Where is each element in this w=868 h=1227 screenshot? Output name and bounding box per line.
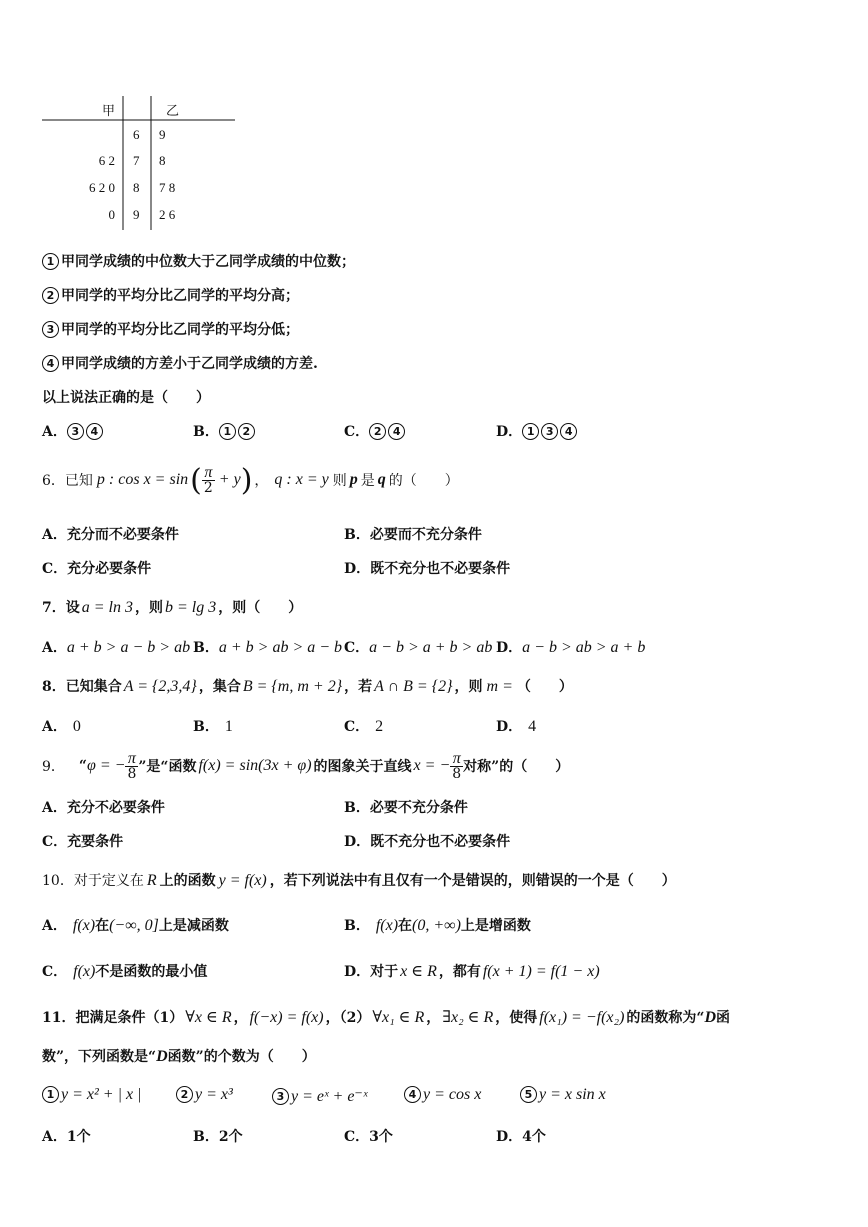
leaf-right: 9 [159, 127, 166, 142]
text-segment: A = {2,3,4} [123, 678, 197, 695]
text-segment: 2 [238, 423, 255, 440]
text-segment: 不是函数的最小值 [95, 964, 208, 980]
q11-option-c[interactable] [344, 1126, 393, 1146]
q11-function-3 [272, 1086, 367, 1106]
text-segment: y = f(x) [218, 872, 267, 889]
text-segment: y = x² + | x | [61, 1086, 142, 1103]
text-segment: 3 [67, 423, 84, 440]
text-segment: D． [496, 424, 523, 440]
text-segment: A． [42, 424, 67, 440]
q11-option-b[interactable] [193, 1126, 243, 1146]
text-segment: 上是增函数 [460, 918, 531, 934]
text-segment: ，（2） [325, 1010, 371, 1026]
q8-option-c[interactable] [344, 716, 383, 736]
q11-function-4 [404, 1086, 481, 1104]
leaf-left: 6 2 0 [89, 180, 115, 195]
text-segment: q : x = y [274, 471, 329, 488]
text-segment: 在 [95, 918, 110, 934]
q11-function-1 [42, 1086, 142, 1104]
q11-option-d[interactable] [496, 1126, 546, 1146]
q10-option-d[interactable] [344, 961, 600, 981]
leaf-left: 6 2 [98, 153, 115, 168]
text-segment: f(x) [72, 917, 96, 934]
text-segment: f(x) [375, 917, 399, 934]
text-segment: 3 [272, 1088, 289, 1105]
text-segment: ，若下列说法中有且仅有一个是错误的，则错误的一个是（ ） [269, 873, 676, 889]
text-segment: ， [426, 1010, 441, 1026]
text-segment: 2 [369, 423, 386, 440]
text-segment: 甲同学的平均分比乙同学的平均分低； [61, 322, 299, 338]
q7-stem [42, 597, 302, 617]
text-segment: 2 [176, 1086, 193, 1103]
text-segment: ，集合 [198, 679, 241, 695]
fraction [202, 465, 215, 496]
text-segment: A． [42, 527, 67, 543]
leaf-right: 8 [159, 153, 166, 168]
text-segment: q [377, 471, 386, 488]
q7-option-a[interactable] [42, 637, 190, 657]
text-segment: 0 [72, 718, 81, 735]
text-segment: C． [42, 834, 68, 850]
text-segment: b = lg 3 [165, 599, 217, 616]
stem: 8 [133, 180, 140, 195]
text-segment: y = x sin x [539, 1086, 606, 1103]
text-segment: “ [78, 758, 87, 774]
text-segment: 4 [404, 1086, 421, 1103]
text-segment: D． [344, 964, 371, 980]
text-segment: 2个 [218, 1129, 243, 1145]
text-segment: 函数”的个数为（ ） [167, 1049, 316, 1065]
text-segment: A． [42, 640, 67, 656]
text-segment: 既不充分也不必要条件 [370, 834, 511, 850]
text-segment: ，都有 [438, 964, 481, 980]
text-segment: D [156, 1048, 168, 1065]
text-segment: 1 [42, 1086, 59, 1103]
text-segment: 上的函数 [159, 873, 216, 889]
text-segment: 4 [528, 718, 537, 735]
text-segment: 是 [360, 473, 375, 489]
text-segment: D [704, 1009, 717, 1026]
paren-open: ( [190, 462, 202, 498]
text-segment: D． [496, 719, 523, 735]
text-segment: 对于 [370, 964, 399, 980]
text-segment: C． [344, 1129, 370, 1145]
text-segment: B． [193, 640, 219, 656]
text-segment: 8 [452, 765, 462, 782]
text-segment: 2 [375, 718, 384, 735]
text-segment: 的（ ） [388, 473, 459, 489]
q9-option-d[interactable] [344, 831, 510, 851]
text-segment: 对称”的（ ） [463, 759, 570, 775]
text-segment: 1 [219, 423, 236, 440]
statement-1 [42, 251, 355, 271]
text-segment: 5 [520, 1086, 537, 1103]
text-segment: 上是减函数 [158, 918, 229, 934]
text-segment: 9． [42, 759, 65, 775]
text-segment: D． [344, 561, 371, 577]
q10-stem [42, 870, 676, 890]
text-segment: a − b > ab > a + b [522, 639, 646, 656]
text-segment: 必要不充分条件 [369, 800, 468, 816]
paren-close: ) [240, 462, 253, 498]
q10-option-c[interactable] [42, 961, 207, 981]
fraction [125, 751, 138, 782]
text-segment: + y [218, 471, 241, 488]
q8-option-a[interactable] [42, 716, 81, 736]
q8-stem [42, 676, 573, 696]
text-segment: x = − [413, 757, 451, 774]
q6-option-d[interactable] [344, 558, 510, 578]
q9-option-c[interactable] [42, 831, 123, 851]
text-segment: 充要条件 [67, 834, 124, 850]
q8-option-d[interactable] [496, 716, 536, 736]
text-segment: C． [42, 561, 68, 577]
text-segment: f(−x) = f(x) [249, 1009, 324, 1026]
text-segment: ，则 [135, 600, 163, 616]
text-segment: 在 [398, 918, 413, 934]
text-segment: A． [42, 918, 67, 934]
text-segment: 甲同学成绩的中位数大于乙同学成绩的中位数； [61, 254, 355, 270]
text-segment: f(x) = sin(3x + φ) [198, 757, 312, 774]
circled-number: 1 [42, 253, 59, 270]
text-segment: 充分而不必要条件 [66, 527, 179, 543]
text-segment: 4 [86, 423, 103, 440]
text-segment: x ∈ R [400, 963, 437, 980]
stem: 6 [133, 127, 140, 142]
text-segment: A． [42, 719, 67, 735]
text-segment: 1个 [66, 1129, 91, 1145]
text-segment: ”是“函数 [138, 759, 197, 775]
text-segment: 4 [388, 423, 405, 440]
text-segment: 2 [203, 479, 213, 496]
text-segment: B． [193, 719, 219, 735]
stem-leaf-right-label: 乙 [166, 103, 180, 118]
text-segment: 的图象关于直线 [313, 759, 412, 775]
q11-function-5 [520, 1086, 606, 1104]
text-segment: (0, +∞) [412, 917, 461, 934]
text-segment: A ∩ B = {2} [374, 678, 453, 695]
text-segment: 7．设 [42, 600, 80, 616]
stem: 9 [133, 207, 140, 222]
text-segment: ∃x₂ ∈ R [442, 1009, 494, 1026]
text-segment: 必要而不充分条件 [369, 527, 482, 543]
text-segment: C． [344, 719, 370, 735]
text-segment: 8 [127, 765, 137, 782]
text-segment: 则 [332, 473, 347, 489]
stem: 7 [133, 153, 140, 168]
text-segment: m = [486, 678, 513, 695]
text-segment: 的函数称为“ [626, 1010, 705, 1026]
q10-option-b[interactable] [344, 915, 531, 935]
text-segment: B． [344, 527, 370, 543]
statement-4 [42, 353, 318, 373]
text-segment: B． [344, 918, 370, 934]
q11-function-2 [176, 1086, 233, 1104]
text-segment: 甲同学成绩的方差小于乙同学成绩的方差. [61, 356, 318, 372]
q7-option-c[interactable] [344, 637, 492, 657]
text-segment: 充分必要条件 [67, 561, 152, 577]
q10-option-a[interactable] [42, 915, 229, 935]
text-segment: y = cos x [423, 1086, 482, 1103]
text-segment: 10．对于定义在 [42, 873, 144, 889]
text-segment: 既不充分也不必要条件 [370, 561, 511, 577]
text-segment: 数”，下列函数是“ [42, 1049, 157, 1065]
text-segment: B． [193, 1129, 219, 1145]
text-segment: a = ln 3 [81, 599, 133, 616]
text-segment: C． [344, 640, 370, 656]
text-segment: ，若 [344, 679, 373, 695]
text-segment: 甲同学的平均分比乙同学的平均分高； [61, 288, 299, 304]
q6-option-c[interactable] [42, 558, 151, 578]
text-segment: D． [496, 1129, 523, 1145]
stem-leaf-left-label: 甲 [102, 103, 116, 118]
q5-option-a[interactable] [42, 421, 105, 441]
text-segment: π [125, 751, 138, 767]
text-segment: f(x) [73, 963, 96, 980]
q5-option-c[interactable] [344, 421, 407, 441]
q6-option-b[interactable] [344, 524, 482, 544]
text-segment: A． [42, 1129, 67, 1145]
text-segment: 4个 [522, 1129, 546, 1145]
statement-3 [42, 319, 299, 339]
text-segment: 11．把满足条件（1） [42, 1010, 184, 1026]
text-segment: ， [233, 1010, 248, 1026]
text-segment: 4 [560, 423, 577, 440]
q11-stem-line2 [42, 1046, 316, 1066]
leaf-right: 2 6 [159, 207, 176, 222]
text-segment: D． [344, 834, 371, 850]
text-segment: C． [344, 424, 370, 440]
text-segment: f(x₁) = −f(x₂) [539, 1009, 625, 1026]
q9-option-b[interactable] [344, 797, 468, 817]
text-segment: (−∞, 0] [109, 917, 159, 934]
fraction [450, 751, 463, 782]
q7-option-d[interactable] [496, 637, 645, 657]
text-segment: ，则 [454, 679, 483, 695]
statement-2 [42, 285, 299, 305]
text-segment: C． [42, 964, 68, 980]
text-segment: 函 [716, 1010, 731, 1026]
text-segment: 1 [522, 423, 539, 440]
text-segment: ∀x ∈ R [185, 1009, 232, 1026]
q5-option-d[interactable] [496, 421, 579, 441]
text-segment: y = eˣ + e⁻ˣ [291, 1088, 368, 1105]
text-segment: A． [42, 800, 67, 816]
text-segment: 充分不必要条件 [66, 800, 165, 816]
q7-option-b[interactable] [193, 637, 342, 657]
text-segment: 8．已知集合 [42, 679, 122, 695]
text-segment: D． [496, 640, 523, 656]
text-segment: ，则（ ） [218, 600, 303, 616]
q5-question: 以上说法正确的是（ ） [42, 390, 210, 406]
q9-option-a[interactable] [42, 797, 165, 817]
q8-option-b[interactable] [193, 716, 233, 736]
text-segment: ，使得 [495, 1010, 538, 1026]
q11-option-a[interactable] [42, 1126, 91, 1146]
text-segment: 6．已知 [42, 473, 93, 489]
text-segment: B = {m, m + 2} [242, 678, 343, 695]
text-segment: B． [193, 424, 219, 440]
text-segment: a + b > a − b > ab [66, 639, 191, 656]
text-segment: f(x + 1) = f(1 − x) [482, 963, 600, 980]
circled-number: 4 [42, 355, 59, 372]
q9-stem [42, 744, 569, 788]
leaf-right: 7 8 [159, 180, 176, 195]
leaf-left: 0 [108, 207, 115, 222]
text-segment: π [450, 751, 463, 767]
text-segment: p [349, 471, 358, 488]
q6-stem: 6．已知 p : cos x = sin ( $\frac{\pi}{2}$ + y ) ， q : x = y 则 p 是 q 的（ ） [42, 462, 459, 498]
text-segment: 3个 [369, 1129, 393, 1145]
q11-stem-line1 [42, 1007, 730, 1027]
text-segment: π [202, 465, 215, 481]
text-segment: a − b > a + b > ab [369, 639, 493, 656]
text-segment: （ ） [516, 679, 573, 695]
text-segment: y = x³ [195, 1086, 233, 1103]
q6-option-a[interactable] [42, 524, 179, 544]
text-segment: φ = − [86, 757, 126, 774]
circled-number: 3 [42, 321, 59, 338]
text-segment: a + b > ab > a − b [218, 639, 343, 656]
circled-number: 2 [42, 287, 59, 304]
text-segment: R [146, 872, 157, 889]
text-segment: B． [344, 800, 370, 816]
text-segment: ∀x₁ ∈ R [372, 1009, 425, 1026]
text-segment: 3 [541, 423, 558, 440]
text-segment: p : cos x = sin [96, 471, 189, 488]
q5-option-b[interactable] [193, 421, 257, 441]
text-segment: 1 [224, 718, 233, 735]
